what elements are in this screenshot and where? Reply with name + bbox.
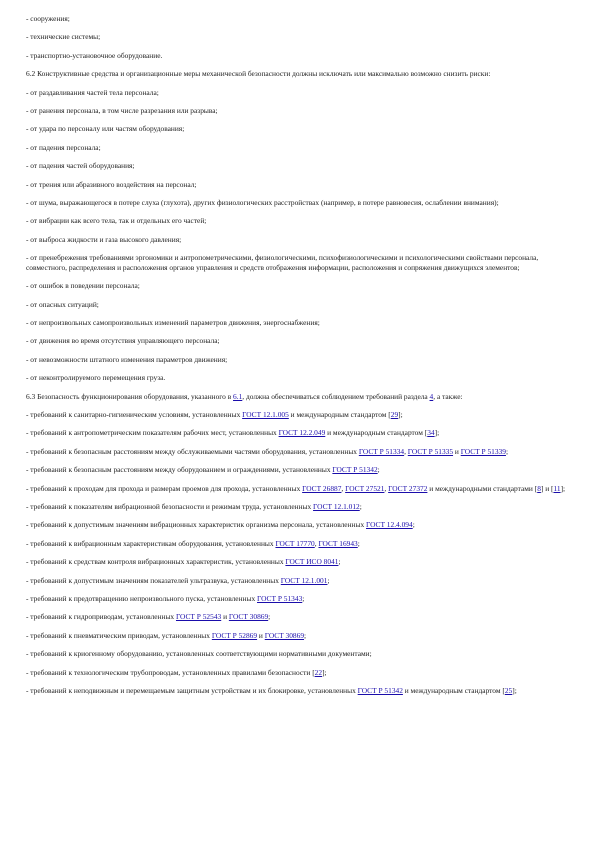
reference-link[interactable]: 8 [537,483,541,493]
paragraph-text: ; [412,520,415,530]
paragraph-text: - требований к санитарно-гигиеническим условиям, установленных [26,409,243,419]
reference-link[interactable]: ГОСТ 12.4.094 [366,520,413,530]
reference-link[interactable]: ГОСТ 30869 [228,612,269,622]
paragraph-text: и международным стандартом [ [325,428,428,438]
paragraph-text: - требований к средствам контроля вибрационных характеристик, установленных [26,557,286,567]
paragraph-text: - от вибрации как всего тела, так и отдельных его частей; [26,216,207,226]
paragraph-text: - от невозможности штатного изменения параметров движения; [26,354,228,364]
reference-link[interactable]: ГОСТ 30869 [264,630,305,640]
paragraph-text: ; [359,501,362,511]
reference-link[interactable]: ГОСТ Р 52869 [211,630,258,640]
paragraph-text: - требований к пневматическим приводам, установленных [26,630,212,640]
paragraph-text: - требований к безопасным расстояниям между оборудованием и ограждениями, установленных [26,465,333,475]
reference-link[interactable]: ГОСТ Р 52543 [175,612,222,622]
paragraph-text: и [257,630,265,640]
paragraph [26,447,569,456]
paragraph-text: ]; [434,428,440,438]
paragraph-text: ]; [560,483,566,493]
paragraph [26,520,569,529]
paragraph-text: - от падения персонала; [26,142,101,152]
paragraph [26,216,569,225]
paragraph-text: - от опасных ситуаций; [26,299,99,309]
paragraph-text: ; [302,594,305,603]
paragraph [26,198,569,207]
paragraph-text: - требований к предотвращению непроизвольного пуска, установленных [26,594,258,603]
paragraph [26,539,569,548]
paragraph [26,686,569,695]
reference-link[interactable]: 22 [314,667,323,677]
reference-link[interactable]: ГОСТ 12.1.012 [313,501,360,511]
paragraph-text: - от движения во время отсутствия управляющего персонала; [26,336,220,346]
paragraph [26,180,569,189]
paragraph [26,300,569,309]
paragraph-text: ; [268,612,271,622]
reference-link[interactable]: ГОСТ 27521 [345,483,385,493]
reference-link[interactable]: 29 [390,409,399,419]
paragraph [26,649,569,658]
paragraph-text: ]; [398,409,403,419]
paragraph [26,336,569,345]
paragraph-text: - требований к вибрационным характеристикам оборудования, установленных [26,538,276,548]
paragraph [26,410,569,419]
paragraph [26,355,569,364]
paragraph [26,612,569,621]
paragraph [26,318,569,327]
paragraph [26,14,569,23]
paragraph [26,484,569,493]
paragraph-text: и международными стандартами [ [427,483,538,493]
paragraph-text: - от неконтролируемого перемещения груза. [26,373,166,383]
paragraph-text: - от шума, выражающегося в потере слуха (глухота), других физиологических расстройствах (например, в потере равновесия, ослаблении внимания); [26,198,499,208]
paragraph-text: - от удара по персоналу или частям оборудования; [26,124,185,134]
paragraph-text: 6.3 Безопасность функционирования оборудования, указанного в [26,391,234,401]
paragraph-text: - от ранения персонала, в том числе разрезания или разрыва; [26,106,218,116]
paragraph-text: и [221,612,229,622]
paragraph-text: , должна обеспечиваться соблюдением требований раздела [242,391,430,401]
paragraph-text: - требований к показателям вибрационной безопасности и режимам труда, установленных [26,501,314,511]
paragraph [26,124,569,133]
paragraph [26,502,569,511]
paragraph-text: - транспортно-установочное оборудование. [26,50,163,60]
paragraph [26,392,569,401]
paragraph-text: , [314,538,319,548]
paragraph-text: - сооружения; [26,14,70,23]
paragraph [26,373,569,382]
paragraph-text: , [404,446,408,456]
reference-link[interactable]: ГОСТ 12.2.049 [278,428,326,438]
paragraph-text: ; [377,465,380,475]
paragraph-text: , [341,483,346,493]
paragraph-text: - требований к технологическим трубопроводам, установленных правилами безопасности [ [26,667,315,677]
paragraph-text: 6.2 Конструктивные средства и организационные меры механической безопасности должны исключать или максимально возможно снизить риски: [26,69,491,79]
paragraph [26,465,569,474]
reference-link[interactable]: 4 [429,391,434,401]
reference-link[interactable]: ГОСТ Р 51339 [460,446,506,456]
paragraph-text: и международным стандартом [ [288,409,391,419]
paragraph-text: - требований к антропометрическим показателям рабочих мест, установленных [26,428,279,438]
reference-link[interactable]: 34 [427,428,435,438]
paragraph [26,69,569,78]
paragraph-text: - требований к проходам для прохода и размерам проемов для прохода, установленных [26,483,303,493]
paragraph-text: - от падения частей оборудования; [26,161,135,171]
reference-link[interactable]: ГОСТ 12.1.001 [280,575,328,585]
paragraph [26,428,569,437]
paragraph-text: - от выброса жидкости и газа высокого давления; [26,234,182,244]
paragraph-text: - требований к гидроприводам, установленных [26,612,176,622]
reference-link[interactable]: ГОСТ Р 51343 [257,594,303,603]
paragraph [26,143,569,152]
paragraph [26,557,569,566]
reference-link[interactable]: ГОСТ 12.1.005 [242,409,289,419]
paragraph [26,668,569,677]
paragraph-text: - требований к криогенному оборудованию, установленных соответствующими нормативными документами; [26,649,372,659]
paragraph-text: ; [304,630,307,640]
reference-link[interactable]: ГОСТ 16943 [318,538,358,548]
reference-link[interactable]: ГОСТ 17770 [275,538,315,548]
reference-link[interactable]: ГОСТ 26887 [302,483,342,493]
reference-link[interactable]: ГОСТ Р 51342 [357,686,403,696]
paragraph-text: ; [327,575,330,585]
paragraph-text: - требований к безопасным расстояниям между обслуживаемыми частями оборудования, установленных [26,446,359,456]
paragraph [26,253,569,272]
paragraph [26,106,569,115]
paragraph-text: - от пренебрежения требованиями эргономики и антропометрическими, физиологическими, психофизиологическими и психологическими свойствами персонала, совместного, распределения и расположения органов управления и средств отображения информации, расположения и сопряжения движущихся элементов; [26,253,539,272]
paragraph-text: , а также: [433,391,463,401]
paragraph-text: и [453,446,461,456]
paragraph-text: ] и [ [540,483,554,493]
paragraph-text: - технические системы; [26,32,101,42]
reference-link[interactable]: ГОСТ ИСО 8041 [285,557,339,567]
reference-link[interactable]: ГОСТ Р 51335 [407,446,454,456]
paragraph-text: - от ошибок в поведении персонала; [26,281,140,291]
paragraph-text: - требований к допустимым значениям показателей ультразвука, установленных [26,575,281,585]
paragraph-text: ]; [322,667,327,677]
paragraph [26,281,569,290]
paragraph-text: - требований к допустимым значениям вибрационных характеристик организма персонала, установленных [26,520,366,530]
paragraph [26,235,569,244]
paragraph-text: , [384,483,389,493]
reference-link[interactable]: ГОСТ 27372 [388,483,428,493]
reference-link[interactable]: 25 [504,686,513,696]
paragraph [26,161,569,170]
paragraph-text: ; [338,557,341,567]
reference-link[interactable]: 6.1 [233,391,243,401]
paragraph [26,594,569,603]
paragraph-text: - требований к неподвижным и перемещаемым защитным устройствам и их блокировке, установленных [26,686,358,696]
paragraph-text: и международным стандартом [ [402,686,505,696]
paragraph-text: - от трения или абразивного воздействия на персонал; [26,179,197,189]
paragraph [26,631,569,640]
reference-link[interactable]: ГОСТ Р 51334 [358,446,405,456]
paragraph-text: ; [505,446,509,456]
paragraph [26,51,569,60]
reference-link[interactable]: ГОСТ Р 51342 [332,465,378,475]
paragraph-text: ; [357,538,360,548]
paragraph-text: - от непроизвольных самопроизвольных изменений параметров движения, энергоснабжения; [26,317,320,327]
reference-link[interactable]: 11 [553,483,561,493]
paragraph [26,88,569,97]
paragraph [26,32,569,41]
paragraph [26,576,569,585]
paragraph-text: - от раздавливания частей тела персонала; [26,87,159,97]
paragraph-text: ]; [512,686,517,696]
